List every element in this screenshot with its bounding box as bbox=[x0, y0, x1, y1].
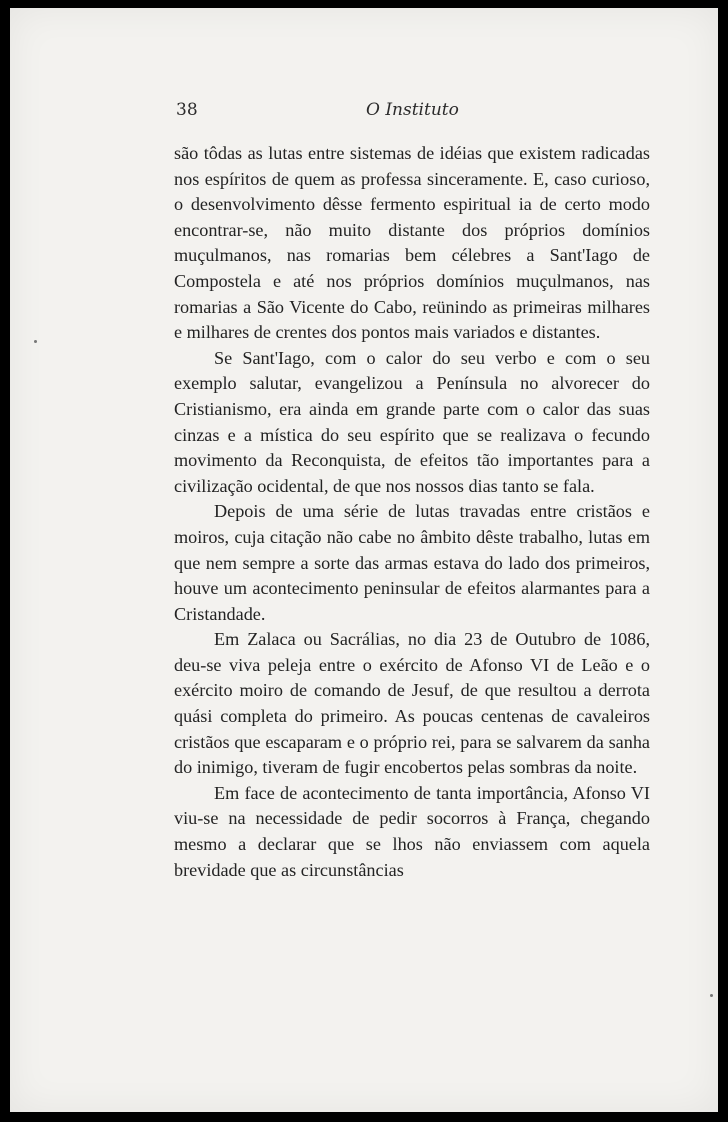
paragraph-1: são tôdas as lutas entre sistemas de idéias que existem radicadas nos espíritos de quem as professa sinceramente. E, caso curioso, o desenvolvimento dêsse fermento espiritual ia de certo modo encontrar-se, não muito distante dos próprios domínios muçulmanos, nas romarias bem célebres a Sant'Iago de Compostela e até nos próprios domínios muçulmanos, nas romarias a São Vicente do Cabo, reünindo as primeiras milhares e milhares de crentes dos pontos mais variados e distantes. bbox=[174, 143, 650, 343]
paragraph-3: Depois de uma série de lutas travadas entre cristãos e moiros, cuja citação não cabe no âmbito dêste trabalho, lutas em que nem sempre a sorte das armas estava do lado dos primeiros, houve um acontecimento peninsular de efeitos alarmantes para a Cristandade. bbox=[174, 501, 650, 624]
scan-speck bbox=[710, 994, 713, 997]
page-header bbox=[168, 92, 638, 122]
paragraph-4: Em Zalaca ou Sacrálias, no dia 23 de Outubro de 1086, deu-se viva peleja entre o exército de Afonso VI de Leão e o exército moiro de comando de Jesuf, de que resultou a derrota quási completa do primeiro. As poucas centenas de cavaleiros cristãos que escaparam e o próprio rei, para se salvarem da sanha do inimigo, tiveram de fugir encobertos pelas sombras da noite. bbox=[174, 629, 650, 778]
paragraph-5: Em face de acontecimento de tanta importância, Afonso VI viu-se na necessidade de pedir socorros à França, chegando mesmo a declarar que se lhos não enviassem com aquela brevidade que as circunstâncias bbox=[174, 782, 650, 880]
body-text bbox=[174, 141, 650, 883]
running-title: O Instituto bbox=[366, 100, 459, 120]
paragraph-2: Se Sant'Iago, com o calor do seu verbo e com o seu exemplo salutar, evangelizou a Península no alvorecer do Cristianismo, era ainda em grande parte com o calor das suas cinzas e a mística do seu espírito que se realizava o fecundo movimento da Reconquista, de efeitos tão importantes para a civilização ocidental, de que nos nossos dias tanto se fala. bbox=[174, 347, 650, 496]
page-number: 38 bbox=[176, 100, 198, 120]
scan-speck bbox=[34, 340, 37, 343]
scanned-page bbox=[10, 8, 718, 1112]
